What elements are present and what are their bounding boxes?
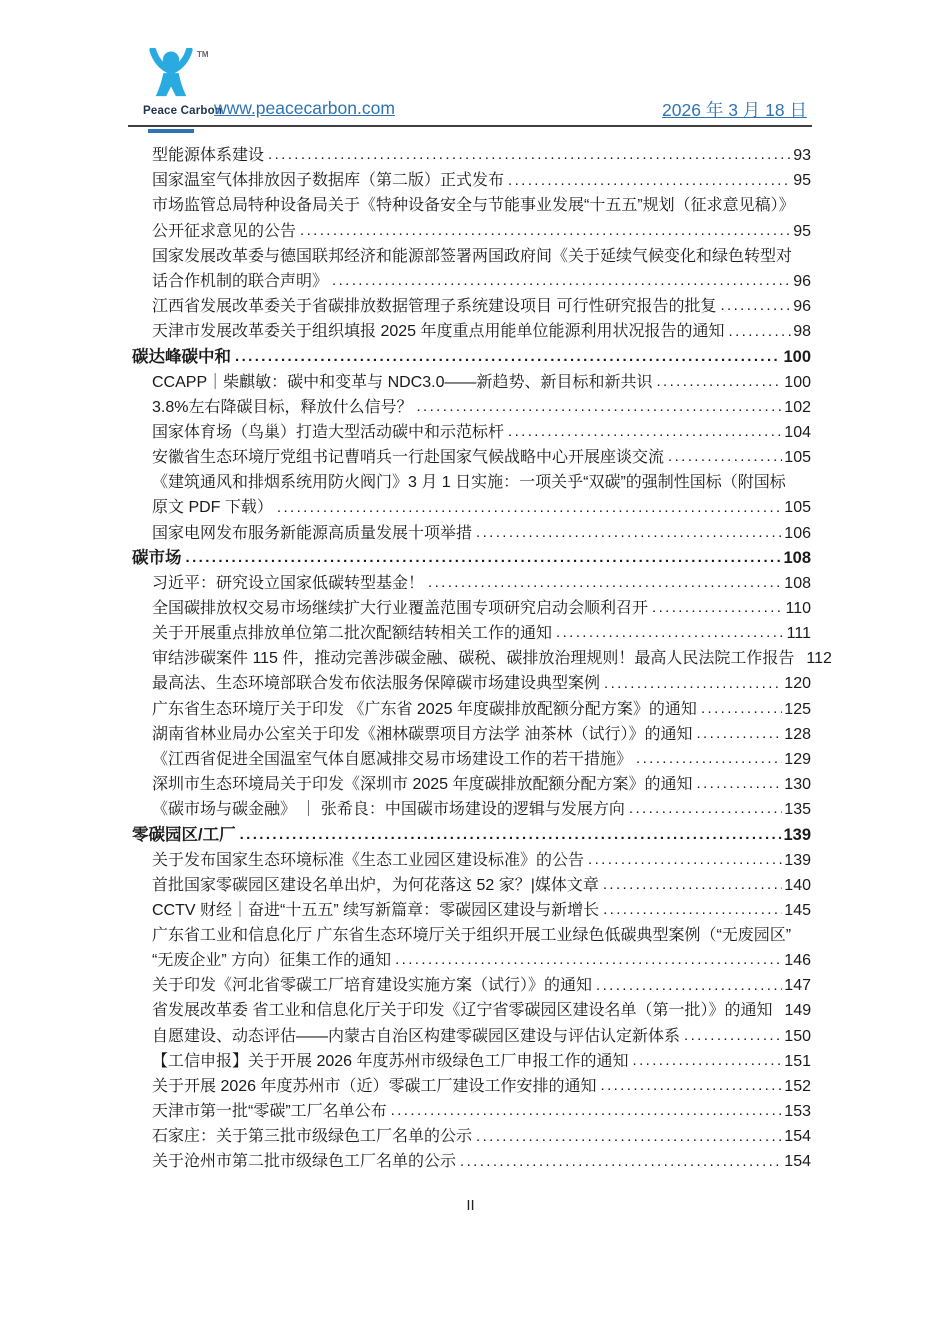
logo-cutoff-text-fragment [148,129,194,133]
toc-entry-row[interactable] [130,594,811,619]
toc-page-number: 139 [784,851,811,869]
toc-leader-dots [476,1129,782,1147]
toc-entry-text: 《江西省促进全国温室气体自愿减排交易市场建设工作的若干措施》 [152,750,633,768]
toc-page-number: 154 [784,1128,811,1146]
toc-leader-dots [798,651,804,669]
brand-name: Peace Carbon [143,105,223,117]
toc-leader-dots [240,827,782,845]
toc-entry-row[interactable] [130,317,811,342]
website-link[interactable]: www.peacecarbon.com [214,98,395,118]
toc-entry-text: 关于发布国家生态环境标准《生态工业园区建设标准》的公告 [152,851,585,869]
toc-page-number: 139 [783,825,811,844]
toc-entry-text: 国家发展改革委与德国联邦经济和能源部签署两国政府间《关于延续气候变化和绿色转型对 [152,247,793,265]
toc-section-row[interactable] [130,820,811,845]
toc-entry-text: 广东省工业和信息化厅 广东省生态环境厅关于组织开展工业绿色低碳典型案例（“无废园区” [152,927,792,944]
toc-page-number: 147 [784,977,811,995]
toc-page-number: 130 [784,776,811,794]
toc-leader-dots [186,551,782,569]
toc-entry-row[interactable] [130,619,811,644]
toc-entry-text: 天津市第一批“零碳”工厂名单公布 [152,1103,387,1121]
toc-leader-dots [604,676,782,694]
toc-page-number: 140 [784,876,811,894]
toc-entry-text: CCTV 财经｜奋进“十五五” 续写新篇章：零碳园区建设与新增长 [152,901,600,919]
toc-entry-text: 广东省生态环境厅关于印发 《广东省 2025 年度碳排放配额分配方案》的通知 [152,700,697,718]
toc-page-number: 146 [784,952,811,970]
toc-page-number: 98 [793,323,811,341]
toc-entry-row[interactable] [130,1097,811,1122]
toc-entry-text: 碳市场 [132,549,182,568]
toc-entry-text: 《碳市场与碳金融》 ｜ 张希良：中国碳市场建设的逻辑与发展方向 [152,801,625,819]
toc-entry-text: 市场监管总局特种设备局关于《特种设备安全与节能事业发展“十五五”规划（征求意见稿）》 [152,197,795,215]
toc-entry-text: 习近平：研究设立国家低碳转型基金！ [152,574,425,592]
footer-page-number: II [466,1197,475,1214]
toc-entry-row[interactable] [130,1021,811,1046]
toc-entry-text: 公开征求意见的公告 [152,222,297,240]
toc-entry-text: “无废企业” 方向）征集工作的通知 [152,952,392,970]
toc-entry-row[interactable] [130,871,811,896]
toc-entry-text: 原文 PDF 下载） [152,499,273,517]
toc-entry-row[interactable] [130,770,811,795]
toc-entry-text: 关于印发《河北省零碳工厂培育建设实施方案（试行）》的通知 [152,977,593,995]
toc-leader-dots [656,375,782,393]
toc-leader-dots [701,702,782,720]
toc-entry-row[interactable] [130,896,811,921]
toc-entry-text: 全国碳排放权交易市场继续扩大行业覆盖范围专项研究启动会顺利召开 [152,599,649,617]
toc-leader-dots [596,978,782,996]
toc-entry-text: 型能源体系建设 [152,147,265,165]
toc-entry-text: CCAPP｜柴麒敏：碳中和变革与 NDC3.0——新趋势、新目标和新共识 [152,373,653,391]
toc-page-number: 128 [784,725,811,743]
toc-leader-dots [395,953,782,971]
toc-entry-row[interactable] [130,720,811,745]
toc-page-number: 106 [784,524,811,542]
toc-page-number: 153 [784,1103,811,1121]
toc-entry-wrap-row [130,468,811,493]
toc-entry-row[interactable] [130,166,811,191]
toc-entry-row[interactable] [130,971,811,996]
toc-entry-text: 江西省发展改革委关于省碳排放数据管理子系统建设项目 可行性研究报告的批复 [152,298,717,316]
toc-entry-text: 【工信申报】关于开展 2026 年度苏州市级绿色工厂申报工作的通知 [152,1052,629,1070]
toc-leader-dots [652,601,783,619]
toc-page-number: 150 [784,1027,811,1045]
toc-entry-text: 审结涉碳案件 115 件，推动完善涉碳金融、碳税、碳排放治理规则！最高人民法院工作报告 [152,650,795,668]
toc-leader-dots [277,500,782,518]
toc-entry-row[interactable] [130,946,811,971]
toc-entry-wrap-row [130,242,811,267]
toc-page-number: 105 [784,499,811,517]
toc-page-number: 152 [784,1077,811,1095]
toc-entry-wrap-row [130,921,811,946]
toc-entry-text: 湖南省林业局办公室关于印发《湘林碳票项目方法学 油茶林（试行）》的通知 [152,725,693,743]
toc-leader-dots [416,400,782,418]
toc-entry-text: 天津市发展改革委关于组织填报 2025 年度重点用能单位能源利用状况报告的通知 [152,323,725,341]
toc-page-number: 95 [793,172,811,190]
toc-entry-row[interactable] [130,367,811,392]
toc-entry-row[interactable] [130,267,811,292]
toc-entry-row[interactable] [130,795,811,820]
toc-leader-dots [476,526,782,544]
toc-entry-row[interactable] [130,845,811,870]
toc-entry-row[interactable] [130,141,811,166]
toc-page-number: 108 [784,574,811,592]
toc-page-number: 102 [784,398,811,416]
toc-entry-text: 《建筑通风和排烟系统用防火阀门》3 月 1 日实施：一项关乎“双碳”的强制性国标（附国标 [152,474,786,492]
toc-leader-dots [588,853,782,871]
trademark-symbol: TM [197,50,209,59]
header-divider [128,125,812,127]
toc-leader-dots [720,299,791,317]
toc-entry-text: 话合作机制的联合声明》 [152,272,329,290]
toc-entry-row[interactable] [130,996,811,1021]
toc-entry-text: 深圳市生态环境局关于印发《深圳市 2025 年度碳排放配额分配方案》的通知 [152,776,693,794]
toc-entry-text: 碳达峰碳中和 [132,347,231,366]
toc-page-number: 112 [806,650,832,668]
toc-entry-text: 自愿建设、动态评估——内蒙古自治区构建零碳园区建设与评估认定新体系 [152,1027,681,1045]
toc-entry-text: 关于开展 2026 年度苏州市（近）零碳工厂建设工作安排的通知 [152,1077,597,1095]
toc-entry-row[interactable] [130,393,811,418]
toc-page-number: 129 [784,750,811,768]
toc-entry-text: 省发展改革委 省工业和信息化厅关于印发《辽宁省零碳园区建设名单（第一批）》的通知 [152,1002,773,1020]
toc-entry-wrap-row [130,191,811,216]
toc-leader-dots [729,324,792,342]
toc-entry-row[interactable] [130,1122,811,1147]
toc-leader-dots [603,903,782,921]
toc-page-number: 96 [793,298,811,316]
toc-page-number: 149 [784,1002,812,1020]
toc-page-number: 135 [784,801,811,819]
toc-leader-dots [508,173,791,191]
toc-entry-row[interactable] [130,216,811,241]
toc-page-number: 108 [783,549,811,568]
toc-page-number: 104 [784,423,811,441]
toc-entry-text: 国家体育场（鸟巢）打造大型活动碳中和示范标杆 [152,423,505,441]
toc-leader-dots [428,576,782,594]
toc-entry-row[interactable] [130,443,811,468]
toc-leader-dots [332,274,791,292]
toc-page-number: 100 [784,373,811,391]
toc-page-number: 95 [793,222,811,240]
toc-leader-dots [391,1104,783,1122]
toc-entry-row[interactable] [130,292,811,317]
toc-page-number: 96 [793,272,811,290]
toc-page-number: 111 [786,625,811,643]
toc-entry-row[interactable] [130,418,811,443]
toc-entry-text: 关于沧州市第二批市级绿色工厂名单的公示 [152,1153,457,1171]
toc-leader-dots [776,1003,782,1021]
toc-entry-row[interactable] [130,518,811,543]
toc-entry-row[interactable] [130,669,811,694]
toc-entry-row[interactable] [130,1072,811,1097]
toc-section-row[interactable] [130,342,811,367]
toc-entry-row[interactable] [130,694,811,719]
toc-leader-dots [603,878,782,896]
toc-leader-dots [268,148,791,166]
toc-section-row[interactable] [130,544,811,569]
toc-leader-dots [601,1079,783,1097]
toc-entry-text: 安徽省生态环境厅党组书记曹哨兵一行赴国家气候战略中心开展座谈交流 [152,449,665,467]
toc-page-number: 120 [784,675,811,693]
toc-leader-dots [668,450,782,468]
toc-entry-row[interactable] [130,569,811,594]
toc-entry-text: 最高法、生态环境部联合发布依法服务保障碳市场建设典型案例 [152,675,601,693]
toc-leader-dots [460,1154,782,1172]
toc-page-number: 145 [784,901,811,919]
toc-entry-row[interactable] [130,1047,811,1072]
toc-leader-dots [697,777,783,795]
toc-leader-dots [235,349,781,367]
toc-leader-dots [508,425,782,443]
toc-leader-dots [684,1029,782,1047]
toc-entry-row[interactable] [130,493,811,518]
toc-page-number: 93 [793,147,811,165]
toc-leader-dots [629,802,782,820]
toc-entry-text: 关于开展重点排放单位第二批次配额结转相关工作的通知 [152,625,553,643]
toc-entry-text: 石家庄：关于第三批市级绿色工厂名单的公示 [152,1128,473,1146]
toc-entry-text: 国家电网发布服务新能源高质量发展十项举措 [152,524,473,542]
toc-leader-dots [556,626,785,644]
toc-page-number: 154 [784,1153,811,1171]
toc-leader-dots [696,727,782,745]
toc-entry-text: 国家温室气体排放因子数据库（第二版）正式发布 [152,172,505,190]
toc-page-number: 110 [785,599,811,617]
toc-list [130,141,832,1172]
toc-page-number: 105 [784,449,811,467]
toc-entry-text: 首批国家零碳园区建设名单出炉，为何花落这 52 家？|媒体文章 [152,876,599,894]
toc-entry-row[interactable] [130,745,811,770]
toc-leader-dots [300,224,791,242]
toc-page-number: 151 [784,1052,811,1070]
toc-page-number: 125 [784,700,811,718]
header-date: 2026 年 3 月 18 日 [662,100,807,120]
toc-entry-text: 3.8%左右降碳目标，释放什么信号？ [152,398,413,416]
toc-entry-text: 零碳园区/工厂 [132,825,236,844]
toc-leader-dots [636,752,782,770]
toc-entry-row[interactable] [130,644,832,669]
peace-carbon-logo-icon [146,48,196,107]
toc-page-number: 100 [783,347,811,366]
toc-entry-row[interactable] [130,1147,811,1172]
toc-leader-dots [633,1054,783,1072]
